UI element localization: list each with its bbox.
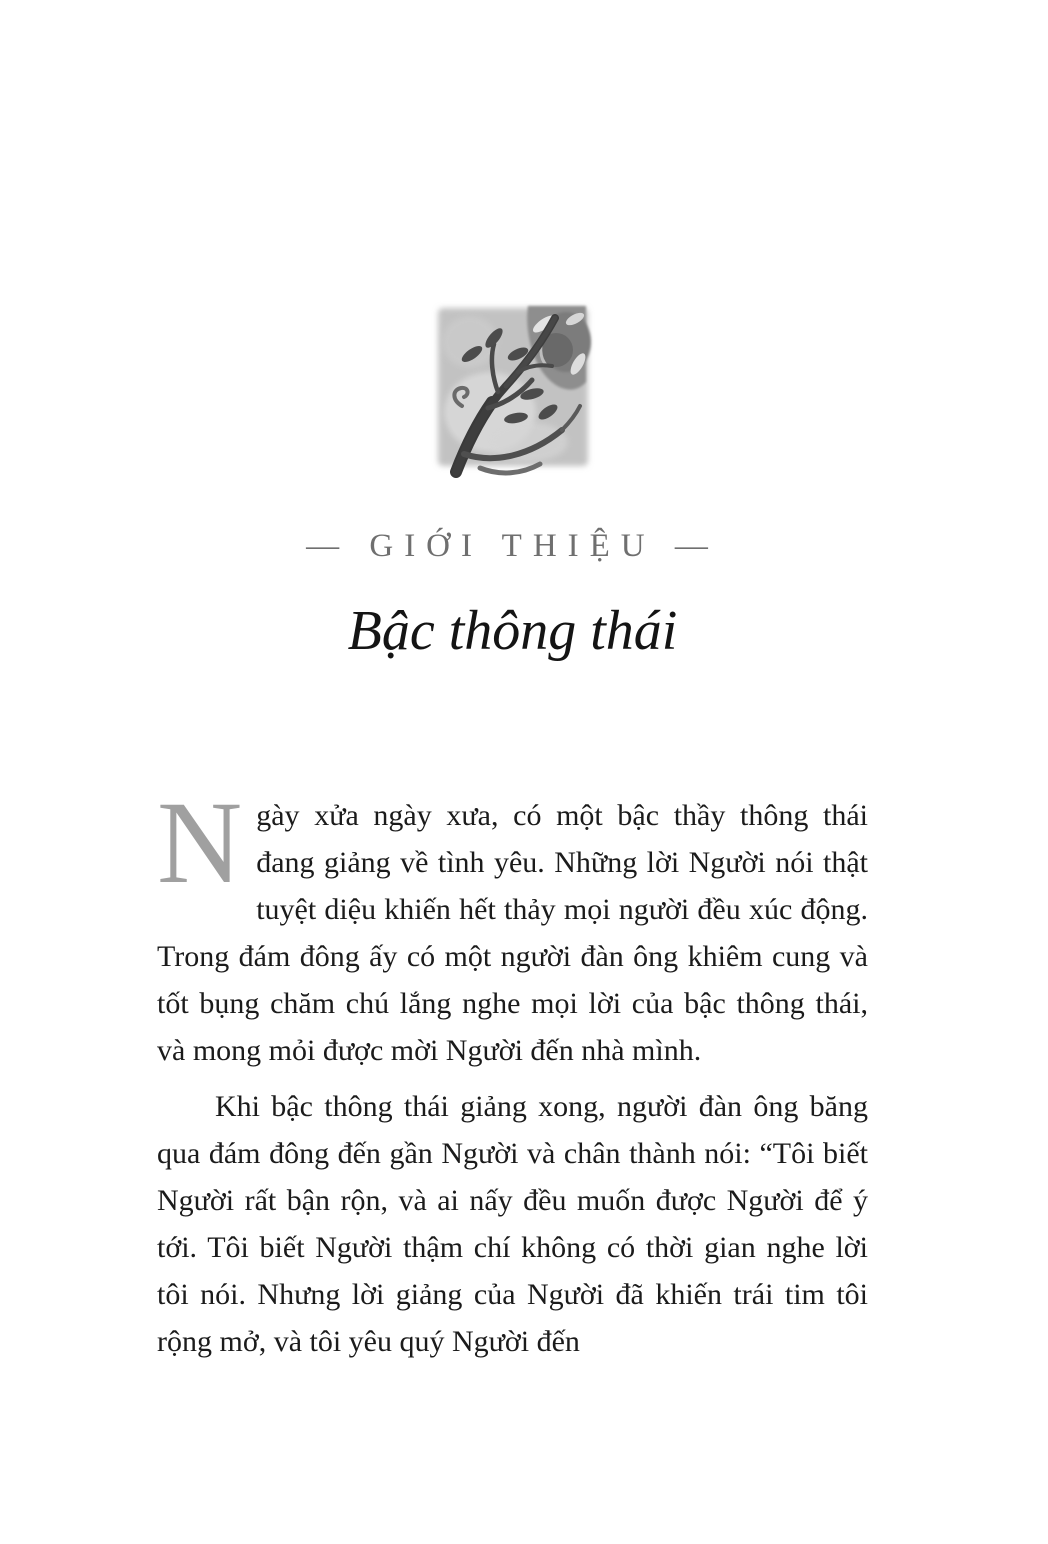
tree-branch-ornament-icon: [428, 300, 598, 478]
paragraph-1-text: gày xửa ngày xưa, có một bậc thầy thông thái đang giảng về tình yêu. Những lời Người nói thật tuyệt diệu khiến hết thảy mọi người đều xúc động. Trong đám đông ấy có một người đàn ông khiêm cung và tốt bụng chăm chú lắng nghe mọi lời của bậc thông thái, và mong mỏi được mời Người đến nhà mình.: [157, 799, 868, 1067]
page-content-column: [157, 0, 868, 1365]
section-kicker: — GIỚI THIỆU —: [306, 528, 719, 564]
paragraph-2: Khi bậc thông thái giảng xong, người đàn ông băng qua đám đông đến gần Người và chân thành nói: “Tôi biết Người rất bận rộn, và ai nấy đều muốn được Người để ý tới. Tôi biết Người thậm chí không có thời gian nghe lời tôi nói. Nhưng lời giảng của Người đã khiến trái tim tôi rộng mở, và tôi yêu quý Người đến: [157, 1090, 868, 1358]
drop-cap: N: [157, 777, 243, 908]
paragraph-1: [157, 777, 868, 1074]
chapter-title: Bậc thông thái: [347, 600, 678, 662]
chapter-ornament: [157, 300, 868, 478]
body-text: [157, 777, 868, 1365]
